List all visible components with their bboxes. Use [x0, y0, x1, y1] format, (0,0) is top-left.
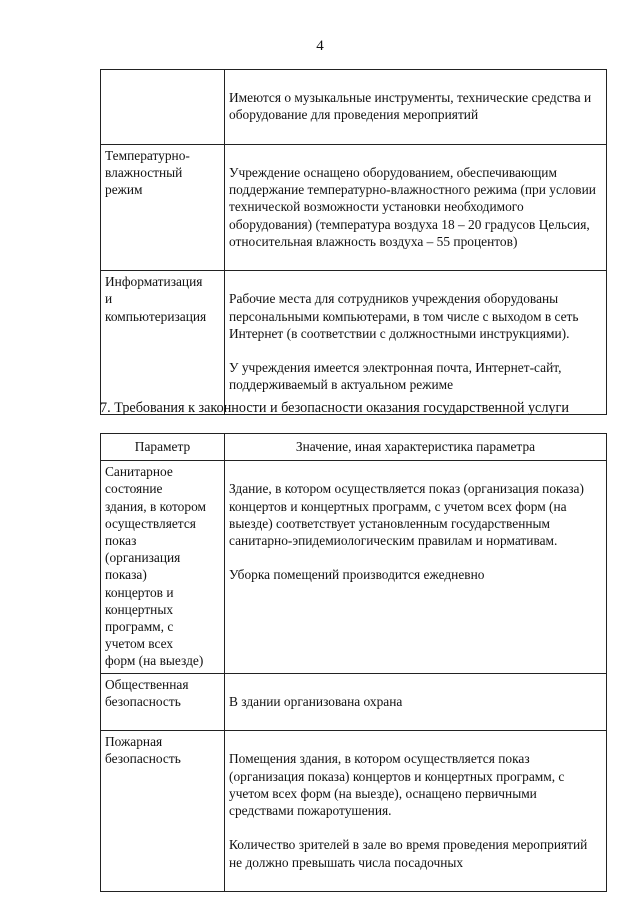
param-cell [101, 70, 225, 145]
legality-safety-table [100, 433, 607, 892]
column-header-param: Параметр [101, 434, 225, 461]
param-cell: Температурно- влажностный режим [101, 144, 225, 270]
table-row [101, 144, 607, 270]
facility-conditions-table [100, 69, 607, 415]
page-number: 4 [316, 38, 324, 54]
param-cell: Общественная безопасность [101, 673, 225, 731]
section-heading: 7. Требования к законности и безопасности оказания государственной услуги [100, 400, 569, 416]
value-cell [225, 461, 607, 673]
table-row [101, 673, 607, 731]
table-header-row [101, 434, 607, 461]
value-cell [225, 271, 607, 415]
value-cell [225, 144, 607, 270]
value-paragraph: Уборка помещений производится ежедневно [229, 567, 485, 583]
column-header-value: Значение, иная характеристика параметра [225, 434, 607, 461]
param-cell: Санитарное состояние здания, в котором осуществляется показ (организация показа) концертов и концертных программ, с учетом всех форм (на выезде) [101, 461, 225, 673]
param-cell: Пожарная безопасность [101, 731, 225, 892]
table-row [101, 461, 607, 673]
table-row [101, 70, 607, 145]
table-row [101, 271, 607, 415]
value-paragraph: Количество зрителей в зале во время проведения мероприятий не должно превышать числа посадочных [229, 837, 588, 870]
value-paragraph: Помещения здания, в котором осуществляется показ (организация показа) концертов и концертных программ, с учетом всех форм (на выезде), оснащено первичными средствами пожаротушения. [229, 751, 565, 819]
value-paragraph: Имеются о музыкальные инструменты, технические средства и оборудование для проведения мероприятий [229, 90, 592, 123]
value-cell [225, 70, 607, 145]
value-paragraph: У учреждения имеется электронная почта, Интернет-сайт, поддерживаемый в актуальном режиме [229, 360, 562, 393]
table-row [101, 731, 607, 892]
value-cell [225, 673, 607, 731]
value-paragraph: Учреждение оснащено оборудованием, обеспечивающим поддержание температурно-влажностного режима (при условии технической возможности установки необходимого оборудования) (температура воздуха 18 – 20 градусов Цельсия, относительная влажность воздуха – 55 процентов) [229, 165, 596, 249]
value-paragraph: Рабочие места для сотрудников учреждения оборудованы персональными компьютерами, в том числе с выходом в сеть Интернет (в соответствии с должностными инструкциями). [229, 291, 579, 341]
value-paragraph: Здание, в котором осуществляется показ (организация показа) концертов и концертных программ, с учетом всех форм (на выезде) соответствует установленным государственным санитарно-эпидемиологическим правилам и нормативам. [229, 481, 584, 549]
param-cell: Информатизация и компьютеризация [101, 271, 225, 415]
value-paragraph: В здании организована охрана [229, 693, 403, 709]
value-cell [225, 731, 607, 892]
